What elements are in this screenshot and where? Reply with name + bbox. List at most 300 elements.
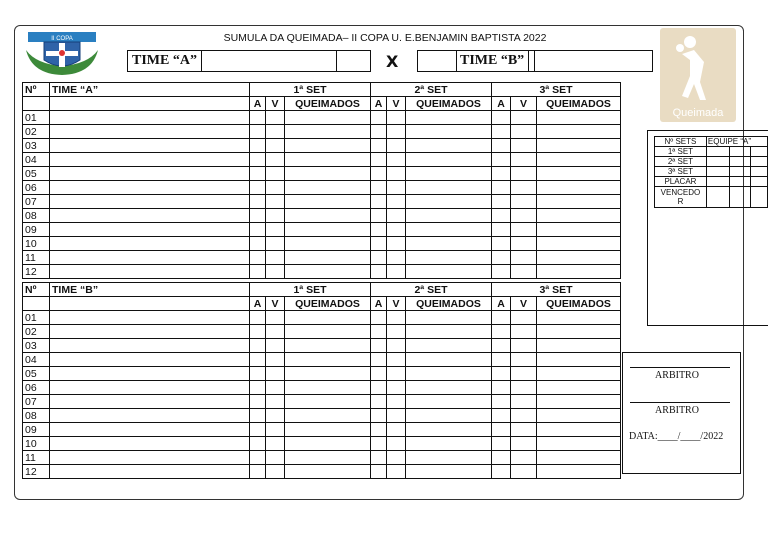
sheet-title: SUMULA DA QUEIMADA– II COPA U. E.BENJAMIN BAPTISTA 2022 bbox=[223, 32, 547, 44]
score-cell[interactable] bbox=[492, 125, 511, 139]
score-cell[interactable] bbox=[371, 395, 387, 409]
score-cell[interactable] bbox=[406, 395, 492, 409]
team-header: EQUIPE “A” bbox=[706, 137, 767, 147]
score-cell[interactable] bbox=[250, 167, 266, 181]
score-cell[interactable] bbox=[537, 339, 621, 353]
score-cell[interactable] bbox=[537, 223, 621, 237]
score-cell[interactable] bbox=[537, 153, 621, 167]
player-number: 09 bbox=[23, 223, 50, 237]
score-cell[interactable] bbox=[406, 325, 492, 339]
score-cell[interactable] bbox=[250, 237, 266, 251]
set2-header: 2ª SET bbox=[371, 283, 492, 297]
score-cell[interactable] bbox=[266, 409, 285, 423]
set-value-cell[interactable] bbox=[706, 157, 729, 167]
player-number: 04 bbox=[23, 153, 50, 167]
set-value-cell[interactable] bbox=[729, 177, 750, 187]
score-cell[interactable] bbox=[371, 465, 387, 479]
score-cell[interactable] bbox=[406, 265, 492, 279]
set-row-label: 3ª SET bbox=[655, 167, 707, 177]
score-cell[interactable] bbox=[537, 125, 621, 139]
score-cell[interactable] bbox=[406, 437, 492, 451]
player-name-cell[interactable] bbox=[50, 139, 250, 153]
set-value-cell[interactable] bbox=[751, 157, 768, 167]
score-cell[interactable] bbox=[492, 181, 511, 195]
player-name-cell[interactable] bbox=[50, 111, 250, 125]
score-cell[interactable] bbox=[266, 423, 285, 437]
winner-cell[interactable] bbox=[706, 187, 729, 208]
score-cell[interactable] bbox=[371, 423, 387, 437]
score-cell[interactable] bbox=[285, 195, 371, 209]
score-cell[interactable] bbox=[406, 153, 492, 167]
winner-cell[interactable] bbox=[751, 187, 768, 208]
score-cell[interactable] bbox=[537, 353, 621, 367]
winner-label-line2: R bbox=[677, 197, 684, 206]
score-cell[interactable] bbox=[511, 125, 537, 139]
score-cell[interactable] bbox=[371, 353, 387, 367]
score-cell[interactable] bbox=[371, 311, 387, 325]
score-cell[interactable] bbox=[250, 209, 266, 223]
score-cell[interactable] bbox=[266, 437, 285, 451]
player-name-cell[interactable] bbox=[50, 311, 250, 325]
score-cell[interactable] bbox=[406, 251, 492, 265]
score-cell[interactable] bbox=[492, 367, 511, 381]
school-crest-icon bbox=[22, 30, 102, 76]
team-a-name-box bbox=[127, 50, 371, 72]
score-cell[interactable] bbox=[492, 167, 511, 181]
score-cell[interactable] bbox=[511, 237, 537, 251]
score-cell[interactable] bbox=[371, 111, 387, 125]
set-value-cell[interactable] bbox=[751, 147, 768, 157]
score-cell[interactable] bbox=[406, 409, 492, 423]
score-cell[interactable] bbox=[250, 195, 266, 209]
score-cell[interactable] bbox=[492, 339, 511, 353]
score-cell[interactable] bbox=[511, 167, 537, 181]
score-cell[interactable] bbox=[406, 111, 492, 125]
score-cell[interactable] bbox=[266, 325, 285, 339]
score-cell[interactable] bbox=[371, 139, 387, 153]
winner-label bbox=[655, 187, 707, 208]
score-cell[interactable] bbox=[285, 181, 371, 195]
score-cell[interactable] bbox=[250, 153, 266, 167]
score-cell[interactable] bbox=[406, 139, 492, 153]
score-cell[interactable] bbox=[406, 237, 492, 251]
score-cell[interactable] bbox=[537, 423, 621, 437]
score-cell[interactable] bbox=[387, 353, 406, 367]
score-cell[interactable] bbox=[387, 395, 406, 409]
score-cell[interactable] bbox=[511, 423, 537, 437]
referee1-signature-line[interactable] bbox=[630, 367, 730, 368]
score-cell[interactable] bbox=[266, 381, 285, 395]
score-cell[interactable] bbox=[285, 111, 371, 125]
score-cell[interactable] bbox=[285, 325, 371, 339]
score-cell[interactable] bbox=[511, 339, 537, 353]
score-cell[interactable] bbox=[492, 111, 511, 125]
score-cell[interactable] bbox=[537, 437, 621, 451]
score-cell[interactable] bbox=[511, 111, 537, 125]
set2-vit-header: V bbox=[387, 297, 406, 311]
score-cell[interactable] bbox=[250, 181, 266, 195]
score-cell[interactable] bbox=[511, 223, 537, 237]
score-cell[interactable] bbox=[406, 125, 492, 139]
set-value-cell[interactable] bbox=[729, 167, 750, 177]
score-cell[interactable] bbox=[406, 353, 492, 367]
score-cell[interactable] bbox=[285, 423, 371, 437]
set-value-cell[interactable] bbox=[706, 177, 729, 187]
player-name-cell[interactable] bbox=[50, 395, 250, 409]
score-cell[interactable] bbox=[492, 237, 511, 251]
score-cell[interactable] bbox=[250, 125, 266, 139]
score-cell[interactable] bbox=[387, 251, 406, 265]
score-cell[interactable] bbox=[250, 139, 266, 153]
player-name-cell[interactable] bbox=[50, 437, 250, 451]
score-cell[interactable] bbox=[537, 195, 621, 209]
score-cell[interactable] bbox=[387, 237, 406, 251]
set-value-cell[interactable] bbox=[706, 167, 729, 177]
score-cell[interactable] bbox=[511, 153, 537, 167]
score-cell[interactable] bbox=[406, 367, 492, 381]
set-value-cell[interactable] bbox=[729, 157, 750, 167]
set-value-cell[interactable] bbox=[751, 167, 768, 177]
score-cell[interactable] bbox=[371, 153, 387, 167]
score-cell[interactable] bbox=[250, 265, 266, 279]
score-cell[interactable] bbox=[266, 265, 285, 279]
player-number: 01 bbox=[23, 311, 50, 325]
score-cell[interactable] bbox=[511, 209, 537, 223]
player-name-cell[interactable] bbox=[50, 209, 250, 223]
score-cell[interactable] bbox=[537, 181, 621, 195]
score-cell[interactable] bbox=[250, 423, 266, 437]
score-cell[interactable] bbox=[537, 265, 621, 279]
score-cell[interactable] bbox=[250, 111, 266, 125]
set-row-label: PLACAR bbox=[655, 177, 707, 187]
score-cell[interactable] bbox=[537, 381, 621, 395]
score-cell[interactable] bbox=[537, 251, 621, 265]
score-cell[interactable] bbox=[285, 223, 371, 237]
score-cell[interactable] bbox=[250, 409, 266, 423]
score-cell[interactable] bbox=[511, 353, 537, 367]
score-cell[interactable] bbox=[537, 311, 621, 325]
player-number: 01 bbox=[23, 111, 50, 125]
score-cell[interactable] bbox=[492, 465, 511, 479]
referee2-signature-line[interactable] bbox=[630, 402, 730, 403]
player-name-cell[interactable] bbox=[50, 339, 250, 353]
score-cell[interactable] bbox=[285, 381, 371, 395]
score-cell[interactable] bbox=[387, 195, 406, 209]
set1-att-header: A bbox=[250, 297, 266, 311]
score-cell[interactable] bbox=[492, 451, 511, 465]
score-cell[interactable] bbox=[492, 381, 511, 395]
score-cell[interactable] bbox=[511, 251, 537, 265]
score-cell[interactable] bbox=[371, 209, 387, 223]
team-a-name-field[interactable] bbox=[201, 51, 337, 71]
score-cell[interactable] bbox=[266, 125, 285, 139]
score-cell[interactable] bbox=[387, 181, 406, 195]
score-cell[interactable] bbox=[250, 381, 266, 395]
score-cell[interactable] bbox=[266, 311, 285, 325]
score-cell[interactable] bbox=[371, 381, 387, 395]
score-cell[interactable] bbox=[387, 437, 406, 451]
score-cell[interactable] bbox=[387, 423, 406, 437]
score-cell[interactable] bbox=[387, 223, 406, 237]
score-cell[interactable] bbox=[537, 237, 621, 251]
score-cell[interactable] bbox=[387, 409, 406, 423]
player-name-cell[interactable] bbox=[50, 237, 250, 251]
score-cell[interactable] bbox=[250, 395, 266, 409]
score-cell[interactable] bbox=[371, 325, 387, 339]
score-cell[interactable] bbox=[492, 153, 511, 167]
queimada-logo bbox=[660, 28, 736, 122]
player-name-cell[interactable] bbox=[50, 409, 250, 423]
score-cell[interactable] bbox=[371, 223, 387, 237]
score-cell[interactable] bbox=[406, 223, 492, 237]
score-cell[interactable] bbox=[537, 139, 621, 153]
score-cell[interactable] bbox=[285, 437, 371, 451]
score-cell[interactable] bbox=[250, 451, 266, 465]
score-cell[interactable] bbox=[250, 367, 266, 381]
score-cell[interactable] bbox=[537, 209, 621, 223]
player-name-cell[interactable] bbox=[50, 353, 250, 367]
team-b-name-field[interactable] bbox=[534, 51, 535, 71]
table-row bbox=[23, 139, 621, 153]
score-cell[interactable] bbox=[537, 167, 621, 181]
score-cell[interactable] bbox=[387, 367, 406, 381]
score-cell[interactable] bbox=[492, 325, 511, 339]
score-cell[interactable] bbox=[537, 325, 621, 339]
score-cell[interactable] bbox=[537, 465, 621, 479]
score-cell[interactable] bbox=[492, 139, 511, 153]
score-cell[interactable] bbox=[250, 311, 266, 325]
score-cell[interactable] bbox=[285, 167, 371, 181]
score-cell[interactable] bbox=[250, 353, 266, 367]
score-cell[interactable] bbox=[492, 409, 511, 423]
score-cell[interactable] bbox=[406, 195, 492, 209]
set1-vit-header: V bbox=[266, 97, 285, 111]
score-cell[interactable] bbox=[250, 223, 266, 237]
score-cell[interactable] bbox=[266, 181, 285, 195]
score-cell[interactable] bbox=[387, 111, 406, 125]
score-cell[interactable] bbox=[537, 409, 621, 423]
score-cell[interactable] bbox=[406, 311, 492, 325]
score-cell[interactable] bbox=[387, 265, 406, 279]
score-cell[interactable] bbox=[492, 311, 511, 325]
score-cell[interactable] bbox=[387, 125, 406, 139]
score-cell[interactable] bbox=[406, 181, 492, 195]
score-cell[interactable] bbox=[492, 265, 511, 279]
score-cell[interactable] bbox=[511, 367, 537, 381]
player-number: 07 bbox=[23, 395, 50, 409]
score-cell[interactable] bbox=[511, 139, 537, 153]
score-cell[interactable] bbox=[406, 423, 492, 437]
score-cell[interactable] bbox=[371, 437, 387, 451]
player-number: 05 bbox=[23, 367, 50, 381]
score-cell[interactable] bbox=[537, 111, 621, 125]
score-cell[interactable] bbox=[492, 223, 511, 237]
score-cell[interactable] bbox=[511, 325, 537, 339]
score-cell[interactable] bbox=[387, 139, 406, 153]
player-name-cell[interactable] bbox=[50, 251, 250, 265]
score-cell[interactable] bbox=[371, 265, 387, 279]
score-cell[interactable] bbox=[406, 381, 492, 395]
player-name-cell[interactable] bbox=[50, 367, 250, 381]
score-cell[interactable] bbox=[511, 265, 537, 279]
score-cell[interactable] bbox=[285, 395, 371, 409]
score-cell[interactable] bbox=[387, 451, 406, 465]
score-cell[interactable] bbox=[511, 195, 537, 209]
score-cell[interactable] bbox=[266, 395, 285, 409]
score-cell[interactable] bbox=[387, 339, 406, 353]
score-cell[interactable] bbox=[511, 181, 537, 195]
score-cell[interactable] bbox=[387, 311, 406, 325]
score-cell[interactable] bbox=[250, 437, 266, 451]
score-cell[interactable] bbox=[266, 195, 285, 209]
score-cell[interactable] bbox=[266, 111, 285, 125]
score-cell[interactable] bbox=[371, 195, 387, 209]
player-name-cell[interactable] bbox=[50, 223, 250, 237]
score-cell[interactable] bbox=[406, 339, 492, 353]
table-row bbox=[23, 265, 621, 279]
score-cell[interactable] bbox=[285, 339, 371, 353]
score-cell[interactable] bbox=[285, 465, 371, 479]
score-cell[interactable] bbox=[285, 409, 371, 423]
score-cell[interactable] bbox=[537, 395, 621, 409]
score-cell[interactable] bbox=[492, 437, 511, 451]
score-cell[interactable] bbox=[371, 367, 387, 381]
score-cell[interactable] bbox=[285, 265, 371, 279]
table-row bbox=[23, 223, 621, 237]
score-cell[interactable] bbox=[492, 395, 511, 409]
score-cell[interactable] bbox=[285, 125, 371, 139]
team-a-score-table bbox=[22, 82, 621, 279]
score-cell[interactable] bbox=[371, 251, 387, 265]
player-name-cell[interactable] bbox=[50, 381, 250, 395]
score-cell[interactable] bbox=[285, 311, 371, 325]
score-cell[interactable] bbox=[371, 125, 387, 139]
player-number: 07 bbox=[23, 195, 50, 209]
score-cell[interactable] bbox=[511, 395, 537, 409]
score-cell[interactable] bbox=[371, 181, 387, 195]
player-name-cell[interactable] bbox=[50, 153, 250, 167]
player-name-cell[interactable] bbox=[50, 167, 250, 181]
score-cell[interactable] bbox=[266, 209, 285, 223]
blank-cell bbox=[50, 97, 250, 111]
score-cell[interactable] bbox=[266, 367, 285, 381]
score-cell[interactable] bbox=[511, 465, 537, 479]
score-cell[interactable] bbox=[266, 465, 285, 479]
score-cell[interactable] bbox=[285, 237, 371, 251]
score-cell[interactable] bbox=[387, 167, 406, 181]
player-number: 12 bbox=[23, 465, 50, 479]
score-cell[interactable] bbox=[266, 339, 285, 353]
score-cell[interactable] bbox=[492, 251, 511, 265]
table-row bbox=[23, 381, 621, 395]
winner-cell[interactable] bbox=[729, 187, 750, 208]
score-cell[interactable] bbox=[266, 353, 285, 367]
score-cell[interactable] bbox=[285, 139, 371, 153]
score-cell[interactable] bbox=[285, 251, 371, 265]
player-name-cell[interactable] bbox=[50, 265, 250, 279]
score-cell[interactable] bbox=[266, 167, 285, 181]
player-name-cell[interactable] bbox=[50, 465, 250, 479]
player-name-cell[interactable] bbox=[50, 423, 250, 437]
score-cell[interactable] bbox=[285, 153, 371, 167]
player-name-cell[interactable] bbox=[50, 181, 250, 195]
score-cell[interactable] bbox=[266, 451, 285, 465]
score-cell[interactable] bbox=[266, 237, 285, 251]
set2-vit-header: V bbox=[387, 97, 406, 111]
col-team-header: TIME “B” bbox=[50, 283, 250, 297]
score-cell[interactable] bbox=[511, 311, 537, 325]
score-cell[interactable] bbox=[371, 409, 387, 423]
score-cell[interactable] bbox=[250, 465, 266, 479]
score-cell[interactable] bbox=[285, 353, 371, 367]
table-row bbox=[23, 237, 621, 251]
player-name-cell[interactable] bbox=[50, 325, 250, 339]
score-cell[interactable] bbox=[492, 209, 511, 223]
score-cell[interactable] bbox=[387, 209, 406, 223]
table-row bbox=[23, 325, 621, 339]
player-number: 10 bbox=[23, 237, 50, 251]
score-cell[interactable] bbox=[492, 423, 511, 437]
score-cell[interactable] bbox=[406, 451, 492, 465]
score-cell[interactable] bbox=[250, 325, 266, 339]
score-cell[interactable] bbox=[492, 353, 511, 367]
score-cell[interactable] bbox=[371, 339, 387, 353]
score-cell[interactable] bbox=[511, 409, 537, 423]
score-cell[interactable] bbox=[285, 451, 371, 465]
score-cell[interactable] bbox=[266, 153, 285, 167]
score-cell[interactable] bbox=[387, 153, 406, 167]
set-row-label: 2ª SET bbox=[655, 157, 707, 167]
score-cell[interactable] bbox=[406, 167, 492, 181]
score-cell[interactable] bbox=[371, 451, 387, 465]
score-cell[interactable] bbox=[371, 237, 387, 251]
score-cell[interactable] bbox=[406, 209, 492, 223]
score-cell[interactable] bbox=[537, 451, 621, 465]
score-cell[interactable] bbox=[250, 339, 266, 353]
set-value-cell[interactable] bbox=[751, 177, 768, 187]
score-cell[interactable] bbox=[511, 451, 537, 465]
set-value-cell[interactable] bbox=[729, 147, 750, 157]
score-cell[interactable] bbox=[285, 367, 371, 381]
score-cell[interactable] bbox=[266, 251, 285, 265]
date-field[interactable]: DATA:____/____/2022 bbox=[629, 431, 724, 442]
player-name-cell[interactable] bbox=[50, 125, 250, 139]
score-cell[interactable] bbox=[387, 465, 406, 479]
score-cell[interactable] bbox=[406, 465, 492, 479]
score-cell[interactable] bbox=[511, 381, 537, 395]
set3-att-header: A bbox=[492, 297, 511, 311]
table-row bbox=[23, 311, 621, 325]
player-name-cell[interactable] bbox=[50, 451, 250, 465]
set-value-cell[interactable] bbox=[706, 147, 729, 157]
score-cell[interactable] bbox=[387, 381, 406, 395]
score-cell[interactable] bbox=[266, 139, 285, 153]
table-row bbox=[23, 353, 621, 367]
score-cell[interactable] bbox=[387, 325, 406, 339]
score-cell[interactable] bbox=[250, 251, 266, 265]
set1-vit-header: V bbox=[266, 297, 285, 311]
score-cell[interactable] bbox=[371, 167, 387, 181]
team-b-pre-field[interactable] bbox=[418, 51, 457, 71]
score-cell[interactable] bbox=[266, 223, 285, 237]
score-cell[interactable] bbox=[285, 209, 371, 223]
sets-header: Nº SETS bbox=[655, 137, 707, 147]
logo-text: Queimada bbox=[672, 107, 724, 119]
score-cell[interactable] bbox=[537, 367, 621, 381]
score-cell[interactable] bbox=[511, 437, 537, 451]
player-name-cell[interactable] bbox=[50, 195, 250, 209]
score-cell[interactable] bbox=[492, 195, 511, 209]
